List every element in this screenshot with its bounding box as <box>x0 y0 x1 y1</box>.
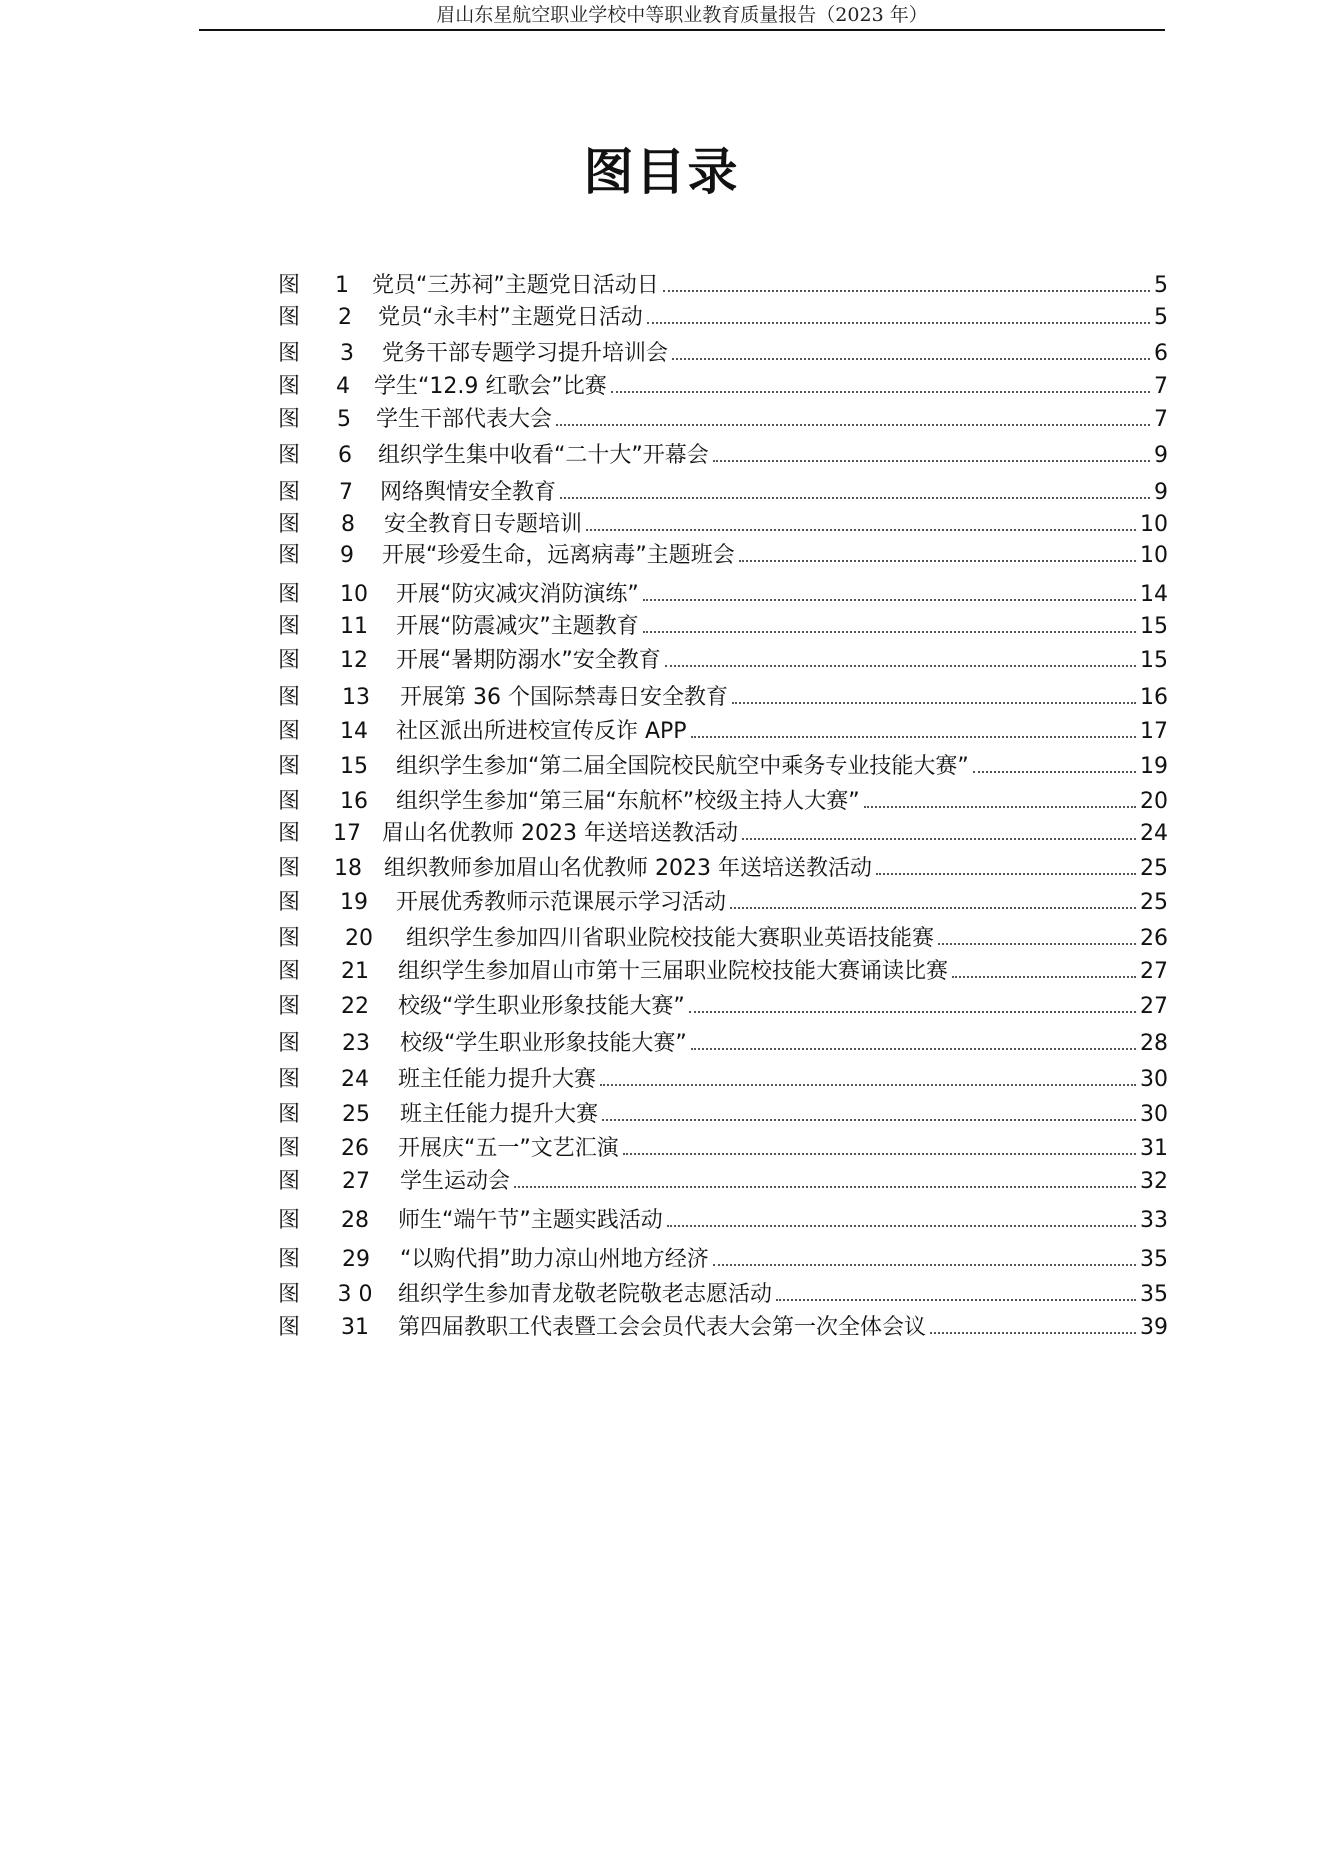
figure-number: 31 <box>341 1315 369 1340</box>
figure-number: 10 <box>340 582 368 607</box>
page-number: 10 <box>1140 543 1168 568</box>
page-number: 39 <box>1140 1315 1168 1340</box>
dot-leader <box>864 806 1136 808</box>
figure-title: 班主任能力提升大赛 <box>400 1102 599 1127</box>
dot-leader <box>938 943 1136 945</box>
page-number: 33 <box>1140 1208 1168 1233</box>
dot-leader <box>514 1186 1136 1188</box>
page-number: 27 <box>1140 959 1168 984</box>
dot-leader <box>742 838 1136 840</box>
toc-entry[interactable] <box>278 1134 1168 1164</box>
dot-leader <box>713 1264 1136 1266</box>
page-number: 30 <box>1140 1102 1168 1127</box>
figure-title: 组织学生集中收看“二十大”开幕会 <box>378 443 709 468</box>
toc-entry[interactable] <box>278 1065 1168 1095</box>
dot-leader <box>691 736 1136 738</box>
figure-number: 23 <box>342 1031 370 1056</box>
figure-number: 28 <box>341 1208 369 1233</box>
toc-entry[interactable] <box>278 339 1168 369</box>
figure-label: 图 <box>278 1208 301 1233</box>
figure-number: 5 <box>337 407 351 432</box>
page-title: 图目录 <box>583 142 740 201</box>
figure-number: 11 <box>340 614 368 639</box>
toc-entry[interactable] <box>278 717 1168 747</box>
page-number: 5 <box>1154 305 1168 330</box>
toc-entry[interactable] <box>278 271 1168 301</box>
page-number: 15 <box>1140 648 1168 673</box>
figure-label: 图 <box>278 719 301 744</box>
page-number: 32 <box>1140 1169 1168 1194</box>
toc-entry[interactable] <box>278 854 1168 884</box>
figure-label: 图 <box>278 480 301 505</box>
figure-title: 安全教育日专题培训 <box>384 512 583 537</box>
toc-entry[interactable] <box>278 924 1168 954</box>
page-number: 24 <box>1140 821 1168 846</box>
page-number: 25 <box>1140 890 1168 915</box>
figure-title: 组织教师参加眉山名优教师 2023 年送培送教活动 <box>384 856 872 881</box>
dot-leader <box>973 771 1136 773</box>
dot-leader <box>586 529 1136 531</box>
figure-label: 图 <box>278 1102 301 1127</box>
figure-title: 组织学生参加四川省职业院校技能大赛职业英语技能赛 <box>406 926 935 951</box>
toc-entry[interactable] <box>278 1313 1168 1343</box>
figure-number: 26 <box>341 1136 369 1161</box>
page-number: 19 <box>1140 754 1168 779</box>
figure-title: 组织学生参加“第二届全国院校民航空中乘务专业技能大赛” <box>396 754 969 779</box>
figure-label: 图 <box>278 443 301 468</box>
figure-label: 图 <box>278 856 301 881</box>
figure-label: 图 <box>278 685 301 710</box>
figure-number: 1 <box>335 273 349 298</box>
figure-number: 25 <box>342 1102 370 1127</box>
page-number: 35 <box>1140 1247 1168 1272</box>
page-number: 35 <box>1140 1282 1168 1307</box>
toc-entry[interactable] <box>278 1206 1168 1236</box>
figure-number: 14 <box>340 719 368 744</box>
page-number: 9 <box>1154 480 1168 505</box>
figure-label: 图 <box>278 754 301 779</box>
dot-leader <box>623 1153 1136 1155</box>
figure-number: 15 <box>340 754 368 779</box>
figure-title: 组织学生参加青龙敬老院敬老志愿活动 <box>398 1282 773 1307</box>
figure-number: 12 <box>340 648 368 673</box>
page-number: 10 <box>1140 512 1168 537</box>
figure-title: 眉山名优教师 2023 年送培送教活动 <box>382 821 738 846</box>
figure-label: 图 <box>278 1247 301 1272</box>
figure-number: 7 <box>339 480 353 505</box>
dot-leader <box>667 1225 1136 1227</box>
dot-leader <box>713 460 1150 462</box>
page-number: 30 <box>1140 1067 1168 1092</box>
dot-leader <box>643 631 1136 633</box>
figure-label: 图 <box>278 1315 301 1340</box>
page-number: 7 <box>1154 374 1168 399</box>
figure-title: 学生“12.9 红歌会”比赛 <box>374 374 607 399</box>
page-number: 6 <box>1154 341 1168 366</box>
figure-label: 图 <box>278 926 301 951</box>
figure-label: 图 <box>278 305 301 330</box>
figure-number: 4 <box>336 374 350 399</box>
toc-entry[interactable] <box>278 992 1168 1022</box>
figure-number: 9 <box>340 543 354 568</box>
figure-title: 校级“学生职业形象技能大赛” <box>400 1031 687 1056</box>
figure-title: 开展优秀教师示范课展示学习活动 <box>396 890 727 915</box>
dot-leader <box>952 976 1136 978</box>
page-number: 20 <box>1140 789 1168 814</box>
figure-label: 图 <box>278 1067 301 1092</box>
figure-title: 开展“防灾减灾消防演练” <box>396 582 639 607</box>
page-number: 7 <box>1154 407 1168 432</box>
toc-entry[interactable] <box>278 752 1168 782</box>
toc-entry[interactable] <box>278 510 1168 540</box>
header-rule <box>199 29 1165 31</box>
dot-leader <box>611 391 1150 393</box>
figure-label: 图 <box>278 614 301 639</box>
toc-entry[interactable] <box>278 303 1168 333</box>
dot-leader <box>691 1048 1136 1050</box>
figure-label: 图 <box>278 1031 301 1056</box>
figure-title: 学生干部代表大会 <box>376 407 553 432</box>
toc-entry[interactable] <box>278 957 1168 987</box>
toc-entry[interactable] <box>278 612 1168 642</box>
toc-entry[interactable] <box>278 441 1168 471</box>
figure-number: 22 <box>341 994 369 1019</box>
figure-title: “以购代捐”助力凉山州地方经济 <box>400 1247 709 1272</box>
dot-leader <box>672 358 1150 360</box>
figure-number: 3 <box>340 341 354 366</box>
figure-label: 图 <box>278 789 301 814</box>
page-number: 17 <box>1140 719 1168 744</box>
dot-leader <box>776 1299 1136 1301</box>
toc-entry[interactable] <box>278 683 1168 713</box>
figure-number: 20 <box>345 926 373 951</box>
figure-title: 开展庆“五一”文艺汇演 <box>398 1136 619 1161</box>
figure-title: 社区派出所进校宣传反诈 APP <box>396 719 687 744</box>
dot-leader <box>600 1084 1136 1086</box>
figure-number: 13 <box>342 685 370 710</box>
figure-number: 6 <box>338 443 352 468</box>
toc-entry[interactable] <box>278 1029 1168 1059</box>
toc-entry[interactable] <box>278 580 1168 610</box>
figure-title: 开展第 36 个国际禁毒日安全教育 <box>400 685 728 710</box>
figure-title: 第四届教职工代表暨工会会员代表大会第一次全体会议 <box>398 1315 927 1340</box>
figure-label: 图 <box>278 374 301 399</box>
dot-leader <box>739 560 1136 562</box>
dot-leader <box>647 322 1150 324</box>
figure-title: 党员“永丰村”主题党日活动 <box>378 305 643 330</box>
figure-label: 图 <box>278 994 301 1019</box>
figure-label: 图 <box>278 890 301 915</box>
figure-label: 图 <box>278 821 301 846</box>
page-number: 14 <box>1140 582 1168 607</box>
toc-entry[interactable] <box>278 478 1168 508</box>
toc-entry[interactable] <box>278 888 1168 918</box>
figure-label: 图 <box>278 273 301 298</box>
dot-leader <box>730 907 1136 909</box>
figure-title: 学生运动会 <box>400 1169 511 1194</box>
figure-title: 组织学生参加眉山市第十三届职业院校技能大赛诵读比赛 <box>398 959 949 984</box>
dot-leader <box>602 1119 1136 1121</box>
figure-title: 组织学生参加“第三届“东航杯”校级主持人大赛” <box>396 789 860 814</box>
figure-label: 图 <box>278 1136 301 1161</box>
dot-leader <box>643 599 1136 601</box>
figure-label: 图 <box>278 341 301 366</box>
dot-leader <box>560 497 1150 499</box>
page-number: 25 <box>1140 856 1168 881</box>
toc-entry[interactable] <box>278 1100 1168 1130</box>
dot-leader <box>556 424 1150 426</box>
figure-title: 开展“暑期防溺水”安全教育 <box>396 648 661 673</box>
page-number: 5 <box>1154 273 1168 298</box>
figure-label: 图 <box>278 582 301 607</box>
dot-leader <box>663 290 1150 292</box>
toc-entry[interactable] <box>278 405 1168 435</box>
figure-number: 16 <box>340 789 368 814</box>
figure-number: 18 <box>334 856 362 881</box>
figure-title: 师生“端午节”主题实践活动 <box>398 1208 663 1233</box>
toc-entry[interactable] <box>278 372 1168 402</box>
toc-entry[interactable] <box>278 1245 1168 1275</box>
figure-number: 21 <box>341 959 369 984</box>
figure-title: 党务干部专题学习提升培训会 <box>382 341 669 366</box>
figure-title: 党员“三苏祠”主题党日活动日 <box>372 273 659 298</box>
figure-number: 17 <box>333 821 361 846</box>
dot-leader <box>689 1011 1136 1013</box>
page-number: 16 <box>1140 685 1168 710</box>
page-number: 9 <box>1154 443 1168 468</box>
figure-label: 图 <box>278 1169 301 1194</box>
toc-entry[interactable] <box>278 819 1168 849</box>
figure-title: 开展“珍爱生命，远离病毒”主题班会 <box>382 543 735 568</box>
figure-label: 图 <box>278 959 301 984</box>
figure-label: 图 <box>278 543 301 568</box>
figure-number: 19 <box>340 890 368 915</box>
page-number: 27 <box>1140 994 1168 1019</box>
toc-entry[interactable] <box>278 1280 1168 1310</box>
figure-title: 网络舆情安全教育 <box>380 480 557 505</box>
toc-entry[interactable] <box>278 1167 1168 1197</box>
page-number: 26 <box>1140 926 1168 951</box>
figure-title: 开展“防震减灾”主题教育 <box>396 614 639 639</box>
figure-title: 班主任能力提升大赛 <box>398 1067 597 1092</box>
page-number: 31 <box>1140 1136 1168 1161</box>
dot-leader <box>930 1332 1136 1334</box>
figure-number: 24 <box>341 1067 369 1092</box>
toc-entry[interactable] <box>278 787 1168 817</box>
figure-label: 图 <box>278 407 301 432</box>
figure-number: 29 <box>342 1247 370 1272</box>
figure-label: 图 <box>278 512 301 537</box>
figure-number: 2 <box>338 305 352 330</box>
figure-number: 27 <box>342 1169 370 1194</box>
toc-entry[interactable] <box>278 646 1168 676</box>
page-number: 28 <box>1140 1031 1168 1056</box>
figure-label: 图 <box>278 648 301 673</box>
figure-title: 校级“学生职业形象技能大赛” <box>398 994 685 1019</box>
page-number: 15 <box>1140 614 1168 639</box>
dot-leader <box>732 702 1136 704</box>
figure-label: 图 <box>278 1282 301 1307</box>
dot-leader <box>665 665 1136 667</box>
figure-number: 3 0 <box>337 1282 373 1307</box>
running-header: 眉山东星航空职业学校中等职业教育质量报告（2023 年） <box>436 4 928 26</box>
dot-leader <box>876 873 1136 875</box>
toc-entry[interactable] <box>278 541 1168 571</box>
figure-number: 8 <box>341 512 355 537</box>
